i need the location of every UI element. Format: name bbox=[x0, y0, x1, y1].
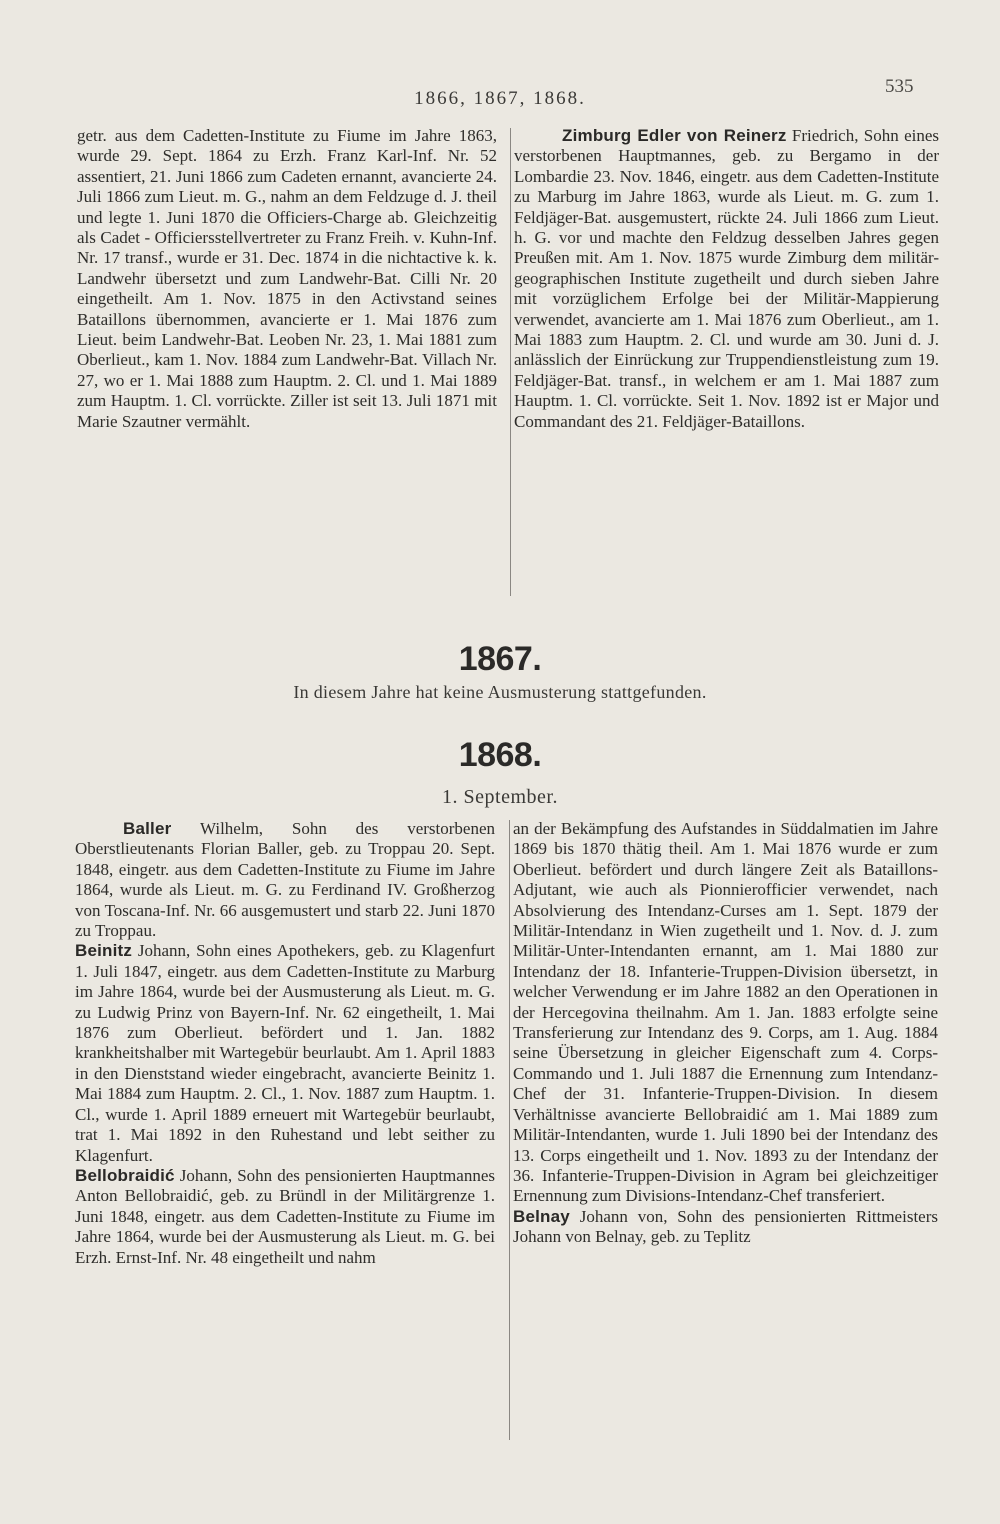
entry-beinitz bbox=[75, 941, 495, 1165]
entry-name-beinitz: Beinitz bbox=[75, 941, 133, 961]
entry-bellobraidic bbox=[75, 1166, 495, 1268]
entry-text-belnay: Johann von, Sohn des pensionierten Rittmeisters Johann von Belnay, geb. zu Teplitz bbox=[513, 1206, 938, 1247]
entry-baller bbox=[75, 819, 495, 941]
entry-name-zimburg: Zimburg Edler von Reinerz bbox=[562, 126, 787, 145]
bottom-left-column bbox=[75, 819, 495, 1268]
entry-zimburg bbox=[514, 126, 939, 432]
entry-belnay bbox=[513, 1207, 938, 1248]
section-heading-1867: 1867. bbox=[458, 640, 542, 678]
entry-text-zimburg: Friedrich, Sohn eines verstorbenen Hauptmannes, geb. zu Bergamo in der Lombardie 23. Nov. 1846, eingetr. aus dem Cadetten-Institute zu Marburg im Jahre 1863, wurde als Lieut. m. G. zum 1. Feldjäger-Bat. ausgemustert, rückte 24. Juli 1866 zum Lieut. h. G. vor und machte den Feldzug desselben Jahres gegen Preußen mit. Am 1. Nov. 1875 wurde Zimburg dem militär-geographischen Institute zugetheilt und durch sieben Jahre mit vorzüglichem Erfolge bei der Militär-Mappierung verwendet, avancierte am 1. Mai 1876 zum Oberlieut., am 1. Mai 1883 zum Hauptm. 2. Cl. und wurde am 30. Juni d. J. anlässlich der Einrückung zur Truppendienstleistung zum 19. Feldjäger-Bat. transf., in welchem er am 1. Mai 1887 zum Hauptm. 1. Cl. vorrückte. Seit 1. Nov. 1892 ist er Major und Commandant des 21. Feldjäger-Bataillons. bbox=[514, 126, 940, 431]
section-heading-1868: 1868. bbox=[458, 736, 542, 774]
entry-text-bellobraidic: Johann, Sohn des pensionierten Hauptmannes Anton Bellobraidić, geb. zu Bründl in der Militärgrenze 1. Juni 1848, eingetr. aus dem Cadetten-Institute zu Fiume im Jahre 1864, wurde bei der Ausmusterung als Lieut. m. G. bei Erzh. Ernst-Inf. Nr. 48 eingetheilt und nahm bbox=[75, 1165, 495, 1267]
entry-name-bellobraidic: Bellobraidić bbox=[75, 1165, 175, 1185]
continued-entry-ziller: getr. aus dem Cadetten-Institute zu Fiume im Jahre 1863, wurde 29. Sept. 1864 zu Erzh. Franz Karl-Inf. Nr. 52 assentiert, 21. Juni 1866 zum Cadeten ernannt, avancierte 24. Juli 1866 zum Lieut. m. G., nahm an dem Feldzuge d. J. theil und legte 1. Juni 1870 die Officiers-Charge ab. Gleichzeitig als Cadet - Officiersstellvertreter zu Franz Freih. v. Kuhn-Inf. Nr. 17 transf., wurde er 31. Dec. 1874 in die nichtactive k. k. Landwehr übersetzt und zum Landwehr-Bat. Cilli Nr. 20 eingetheilt. Am 1. Nov. 1875 in den Activstand seines Bataillons übernommen, avancierte er 1. Mai 1876 zum Lieut. beim Landwehr-Bat. Leoben Nr. 23, 1. Mai 1881 zum Oberlieut., kam 1. Nov. 1884 zum Landwehr-Bat. Villach Nr. 27, wo er 1. Mai 1888 zum Hauptm. 2. Cl. und 1. Mai 1889 zum Hauptm. 1. Cl. vorrückte. Ziller ist seit 13. Juli 1871 mit Marie Szautner vermählt. bbox=[77, 126, 497, 431]
column-divider-top bbox=[510, 128, 511, 596]
entry-name-baller: Baller bbox=[123, 819, 172, 838]
top-left-column bbox=[77, 126, 497, 432]
bottom-right-column bbox=[513, 819, 938, 1248]
section-note-1867: In diesem Jahre hat keine Ausmusterung stattgefunden. bbox=[293, 682, 707, 702]
continued-entry-bellobraidic: an der Bekämpfung des Aufstandes in Süddalmatien im Jahre 1869 bis 1870 thätig theil. Am 1. Mai 1876 wurde er zum Oberlieut. befördert und durch längere Zeit als Bataillons-Adjutant, wie auch als Pionnierofficier verwendet, nach Absolvierung des Intendanz-Curses am 1. Sept. 1879 der Militär-Intendanz in Wien zugetheilt und 1. Nov. d. J. zum Militär-Unter-Intendanten ernannt, am 1. Mai 1880 zur Intendanz der 18. Infanterie-Truppen-Division übersetzt, in welcher Verwendung er im Jahre 1882 an den Operationen in der Hercegovina theilnahm. Am 1. Jan. 1883 erfolgte seine Transferierung zur Intendanz des 9. Corps, am 1. Aug. 1884 seine Übersetzung in gleicher Eigenschaft zum 4. Corps-Commando und 1. Juli 1887 die Ernennung zum Intendanz-Chef der 31. Infanterie-Truppen-Division. In diesem Verhältnisse avancierte Bellobraidić am 1. Mai 1889 zum Militär-Intendanten, wurde 1. Juli 1890 bei der Intendanz des 13. Corps eingetheilt und 1. Nov. 1893 zu der Intendanz der 36. Infanterie-Truppen-Division in Agram bei gleichzeitiger Ernennung zum Divisions-Intendanz-Chef transferiert. bbox=[513, 819, 938, 1206]
column-divider-bottom bbox=[509, 820, 510, 1440]
page-number: 535 bbox=[885, 76, 914, 97]
entry-text-baller: Wilhelm, Sohn des verstorbenen Oberstlieutenants Florian Baller, geb. zu Troppau 20. Sept. 1848, eingetr. aus dem Cadetten-Institute zu Fiume im Jahre 1864, wurde als Lieut. m. G. zu Ferdinand IV. Großherzog von Toscana-Inf. Nr. 66 ausgemustert und starb 22. Juni 1870 zu Troppau. bbox=[75, 819, 495, 941]
entry-name-belnay: Belnay bbox=[513, 1206, 570, 1226]
top-right-column bbox=[514, 126, 939, 432]
running-title: 1866, 1867, 1868. bbox=[414, 88, 586, 109]
section-date-1868: 1. September. bbox=[442, 786, 558, 808]
entry-text-beinitz: Johann, Sohn eines Apothekers, geb. zu Klagenfurt 1. Juli 1847, eingetr. aus dem Cadetten-Institute zu Marburg im Jahre 1864, wurde bei der Ausmusterung als Lieut. m. G. zu Ludwig Prinz von Bayern-Inf. Nr. 62 eingetheilt, 1. Mai 1876 zum Oberlieut. befördert und 1. Jan. 1882 krankheitshalber mit Wartegebür beurlaubt. Am 1. April 1883 in den Dienststand wieder eingebracht, avancierte Beinitz 1. Mai 1884 zum Hauptm. 2. Cl., 1. Nov. 1887 zum Hauptm. 1. Cl., wurde 1. April 1889 erneuert mit Wartegebür beurlaubt, trat 1. Mai 1892 in den Ruhestand und lebt seither zu Klagenfurt. bbox=[75, 941, 495, 1165]
